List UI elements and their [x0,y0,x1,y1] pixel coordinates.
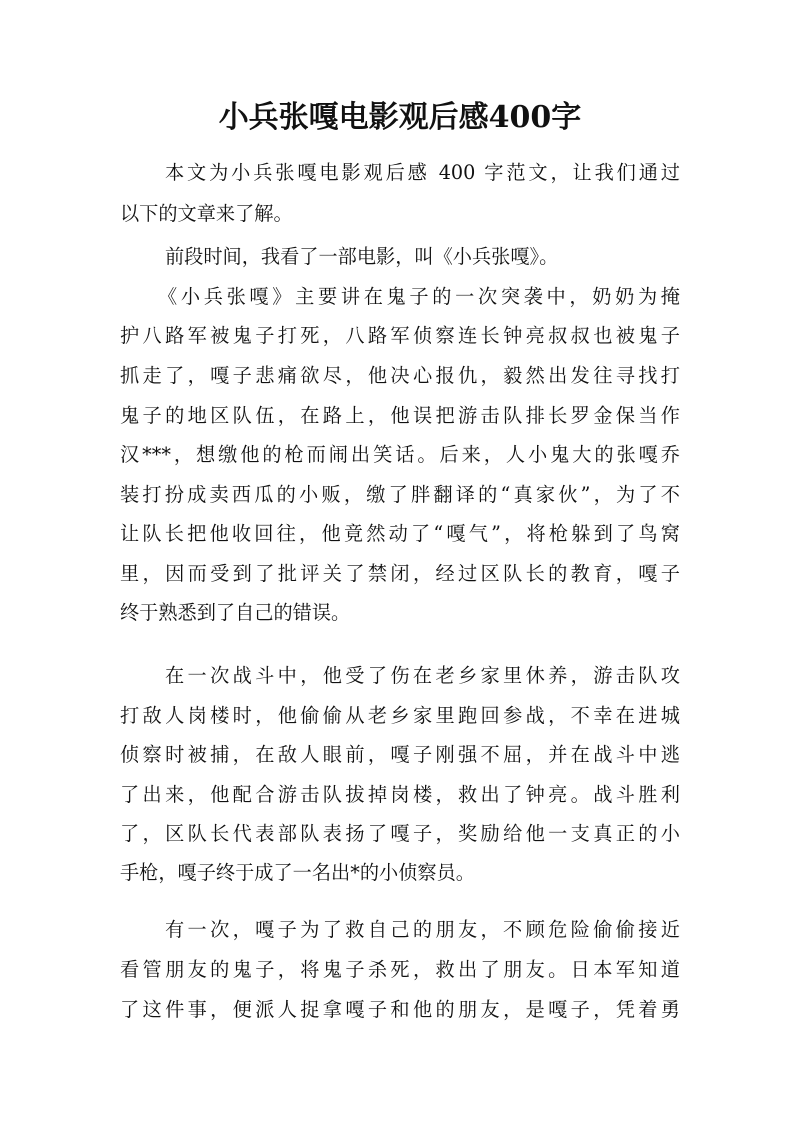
paragraph-3-line-9: 终于熟悉到了自己的错误。 [120,601,351,624]
document-title: 小兵张嘎电影观后感400字 [218,100,582,135]
paragraph-3-line-3: 抓走了，嘎子悲痛欲尽，他决心报仇，毅然出发往寻找打 [120,364,680,387]
paragraph-3-line-6: 装打扮成卖西瓜的小贩，缴了胖翻译的“真家伙”，为了不 [120,483,680,506]
paragraph-5-line-2: 看管朋友的鬼子，将鬼子杀死，救出了朋友。日本军知道 [120,958,680,981]
paragraph-3-line-2: 护八路军被鬼子打死，八路军侦察连长钟亮叔叔也被鬼子 [120,324,680,347]
paragraph-4-line-6: 手枪，嘎子终于成了一名出*的小侦察员。 [120,861,475,884]
paragraph-4-line-5: 了，区队长代表部队表扬了嘎子，奖励给他一支真正的小 [120,822,680,845]
paragraph-3-line-7: 让队长把他收回往，他竟然动了“嘎气”，将枪躲到了鸟窝 [120,522,680,545]
paragraph-2-line-1: 前段时间，我看了一部电影，叫《小兵张嘎》。 [165,245,559,268]
paragraph-5-line-3: 了这件事，便派人捉拿嘎子和他的朋友，是嘎子，凭着勇 [120,998,680,1021]
paragraph-1-line-2: 以下的文章来了解。 [120,202,293,225]
paragraph-3-line-8: 里，因而受到了批评关了禁闭，经过区队长的教育，嘎子 [120,562,680,585]
paragraph-4-line-2: 打敌人岗楼时，他偷偷从老乡家里跑回参战，不幸在进城 [120,704,680,727]
paragraph-1-line-1: 本文为小兵张嘎电影观后感 400 字范文，让我们通过 [165,161,680,184]
paragraph-4-line-3: 侦察时被捕，在敌人眼前，嘎子刚强不屈，并在战斗中逃 [120,743,680,766]
paragraph-5-line-1: 有一次，嘎子为了救自己的朋友，不顾危险偷偷接近 [165,918,680,941]
paragraph-3-line-5: 汉***，想缴他的枪而闹出笑话。后来，人小鬼大的张嘎乔 [120,443,680,466]
paragraph-4-line-4: 了出来，他配合游击队拔掉岗楼，救出了钟亮。战斗胜利 [120,783,680,806]
paragraph-4-line-1: 在一次战斗中，他受了伤在老乡家里休养，游击队攻 [165,664,680,687]
paragraph-3-line-4: 鬼子的地区队伍，在路上，他误把游击队排长罗金保当作 [120,404,680,427]
paragraph-3-line-1: 《小兵张嘎》主要讲在鬼子的一次突袭中，奶奶为掩 [158,285,680,308]
